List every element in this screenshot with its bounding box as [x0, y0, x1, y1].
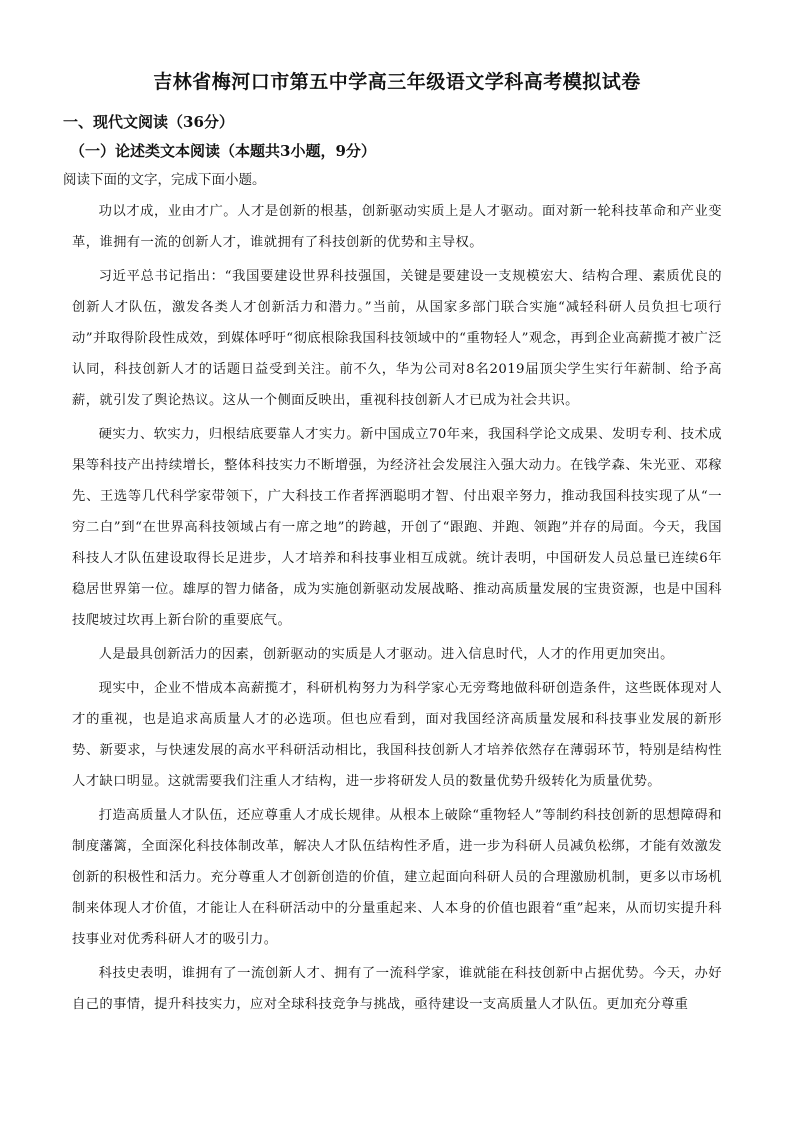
- subsection-heading: （一）论述类文本阅读（本题共3小题，9分）: [70, 142, 376, 160]
- paragraph-1: 功以才成，业由才广。人才是创新的根基，创新驱动实质上是人才驱动。面对新一轮科技革命和产业变革，谁拥有一流的创新人才，谁就拥有了科技创新的优势和主导权。: [72, 204, 722, 250]
- paragraph-2: 习近平总书记指出：“我国要建设世界科技强国，关键是要建设一支规模宏大、结构合理、素质优良的创新人才队伍，激发各类人才创新活力和潜力。”当前，从国家多部门联合实施“减轻科研人员负担七项行动”并取得阶段性成效，到媒体呼吁“彻底根除我国科技领域中的“重物轻人”观念，再到企业高薪揽才被广泛认同，科技创新人才的话题日益受到关注。前不久，华为公司对8名2019届顶尖学生实行年薪制、给予高薪，就引发了舆论热议。这从一个侧面反映出，重视科技创新人才已成为社会共识。: [72, 269, 722, 408]
- section-heading: 一、现代文阅读（36分）: [63, 113, 234, 131]
- paragraph-3: 硬实力、软实力，归根结底要靠人才实力。新中国成立70年来，我国科学论文成果、发明专利、技术成果等科技产出持续增长，整体科技实力不断增强，为经济社会发展注入强大动力。在钱学森、朱光亚、邓稼先、王选等几代科学家带领下，广大科技工作者挥洒聪明才智、付出艰辛努力，推动我国科技实现了从“一穷二白”到“在世界高科技领域占有一席之地”的跨越，开创了“跟跑、并跑、领跑”并存的局面。今天，我国科技人才队伍建设取得长足进步，人才培养和科技事业相互成就。统计表明，中国研发人员总量已连续6年稳居世界第一位。雄厚的智力储备，成为实施创新驱动发展战略、推动高质量发展的宝贵资源，也是中国科技爬坡过坎再上新台阶的重要底气。: [72, 427, 722, 628]
- reading-instruction: 阅读下面的文字，完成下面小题。: [63, 172, 266, 188]
- paragraph-7: 科技史表明，谁拥有了一流创新人才、拥有了一流科学家，谁就能在科技创新中占据优势。今天，办好自己的事情，提升科技实力，应对全球科技竞争与挑战，亟待建设一支高质量人才队伍。更加充分尊重: [72, 966, 722, 1012]
- paragraph-4: 人是最具创新活力的因素，创新驱动的实质是人才驱动。进入信息时代，人才的作用更加突出。: [98, 647, 674, 662]
- document-title: 吉林省梅河口市第五中学高三年级语文学科高考模拟试卷: [153, 71, 641, 93]
- paragraph-6: 打造高质量人才队伍，还应尊重人才成长规律。从根本上破除“重物轻人”等制约科技创新的思想障碍和制度藩篱，全面深化科技体制改革，解决人才队伍结构性矛盾，进一步为科研人员减负松绑，才能有效激发创新的积极性和活力。充分尊重人才创新创造的价值，建立起面向科研人员的合理激励机制，更多以市场机制来体现人才价值，才能让人在科研活动中的分量重起来、人本身的价值也跟着“重”起来，从而切实提升科技事业对优秀科研人才的吸引力。: [72, 808, 722, 947]
- paragraph-5: 现实中，企业不惜成本高薪揽才，科研机构努力为科学家心无旁骛地做科研创造条件，这些既体现对人才的重视，也是追求高质量人才的必选项。但也应看到，面对我国经济高质量发展和科技事业发展的新形势、新要求，与快速发展的高水平科研活动相比，我国科技创新人才培养依然存在薄弱环节，特别是结构性人才缺口明显。这就需要我们注重人才结构，进一步将研发人员的数量优势升级转化为质量优势。: [72, 681, 722, 789]
